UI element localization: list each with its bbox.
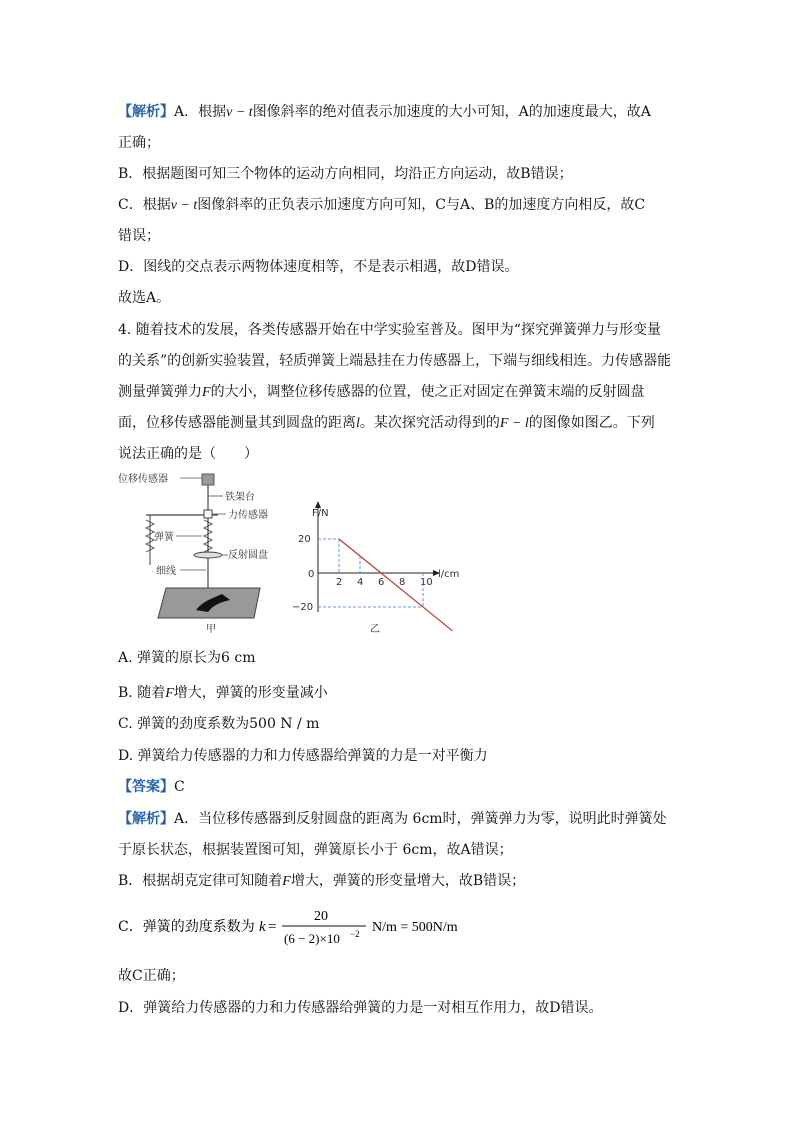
x-tick-2: 2 — [336, 577, 343, 588]
formula-denominator: (6 − 2)×10 — [284, 931, 340, 946]
question-line-2: 的关系”的创新实验装置，轻质弹簧上端悬挂在力传感器上，下端与细线相连。力传感器能 — [118, 353, 672, 369]
spring-constant-formula — [118, 905, 538, 951]
label-displacement-sensor: 位移传感器 — [118, 474, 168, 485]
x-axis-label: l/cm — [438, 569, 460, 580]
solution-line-b: B．根据胡克定律可知随着F增大，弹簧的形变量增大，故B错误； — [118, 873, 526, 889]
solution-c-conclusion: 故C正确； — [118, 968, 185, 984]
displacement-sensor-shape — [202, 474, 214, 485]
question-figure — [118, 470, 488, 640]
analysis-tag: 【解析】 — [118, 104, 174, 120]
question-line-4: 面，位移传感器能测量其到圆盘的距离l。某次探究活动得到的F − l的图像如图乙。下列 — [118, 415, 655, 431]
formula-k: k — [259, 919, 266, 935]
y-tick-neg20: −20 — [292, 602, 314, 613]
question-line-5: 说法正确的是（ ） — [118, 446, 258, 462]
analysis-line-c-cont: 错误； — [118, 228, 160, 244]
question-line-1: 4. 随着技术的发展，各类传感器开始在中学实验室普及。图甲为“探究弹簧弹力与形变量 — [118, 322, 661, 338]
x-tick-8: 8 — [399, 577, 406, 588]
figure-svg — [118, 470, 488, 640]
question-line-3: 测量弹簧弹力F的大小，调整位移传感器的位置，使之正对固定在弹簧末端的反射圆盘 — [118, 384, 645, 400]
formula-prefix: C．弹簧的劲度系数为 — [118, 919, 255, 935]
analysis-line-b: B．根据题图可知三个物体的运动方向相同，均沿正方向运动，故B错误； — [118, 166, 573, 182]
x-tick-labels — [336, 577, 433, 588]
formula-numerator: 20 — [314, 909, 328, 924]
caption-yi: 乙 — [370, 624, 380, 635]
caption-jia: 甲 — [206, 624, 216, 635]
label-stand: 铁架台 — [225, 492, 255, 503]
data-line — [339, 539, 452, 631]
graph-diagram — [292, 501, 459, 635]
svg-text:=: = — [268, 919, 277, 935]
y-axis-label: F/N — [312, 508, 329, 519]
force-sensor-shape — [204, 510, 212, 518]
y-tick-0: 0 — [308, 569, 315, 580]
label-force-sensor: 力传感器 — [228, 510, 268, 521]
answer-value: C — [174, 779, 185, 795]
x-tick-10: 10 — [420, 577, 433, 588]
label-string: 细线 — [156, 566, 176, 577]
solution-tag: 【解析】 — [118, 811, 174, 827]
y-tick-20: 20 — [298, 534, 311, 545]
analysis-line-a: 【解析】A．根据v − t图像斜率的绝对值表示加速度的大小可知，A的加速度最大，故A — [118, 104, 651, 120]
option-d: D. 弹簧给力传感器的力和力传感器给弹簧的力是一对平衡力 — [118, 748, 488, 764]
label-disk: 反射圆盘 — [228, 550, 268, 561]
analysis-choice: 故选A。 — [118, 290, 171, 306]
x-tick-4: 4 — [357, 577, 364, 588]
solution-line-a-cont: 于原长状态，根据装置图可知，弹簧原长小于 6cm，故A错误； — [118, 842, 513, 858]
analysis-line-a-cont: 正确； — [118, 135, 160, 151]
formula-result: N/m = 500N/m — [372, 920, 458, 935]
label-spring: 弹簧 — [154, 532, 174, 543]
answer-tag: 【答案】 — [118, 779, 174, 795]
apparatus-diagram — [118, 472, 268, 635]
option-a: A. 弹簧的原长为6 cm — [118, 650, 256, 666]
reflective-disk-shape — [194, 552, 222, 558]
analysis-line-d: D．图线的交点表示两物体速度相等，不是表示相遇，故D错误。 — [118, 259, 519, 275]
option-b: B. 随着F增大，弹簧的形变量减小 — [118, 685, 328, 701]
answer-line — [118, 777, 185, 797]
analysis-line-c: C．根据v − t图像斜率的正负表示加速度方向可知，C与A、B的加速度方向相反，故C — [118, 197, 646, 213]
x-tick-6: 6 — [378, 577, 385, 588]
solution-line-a: 【解析】A．当位移传感器到反射圆盘的距离为 6cm时，弹簧弹力为零，说明此时弹簧处 — [118, 811, 667, 827]
option-c: C. 弹簧的劲度系数为500 N / m — [118, 716, 320, 732]
formula-svg — [118, 905, 538, 951]
solution-line-d: D．弹簧给力传感器的力和力传感器给弹簧的力是一对相互作用力，故D错误。 — [118, 1000, 603, 1016]
formula-exponent: −2 — [350, 929, 360, 939]
